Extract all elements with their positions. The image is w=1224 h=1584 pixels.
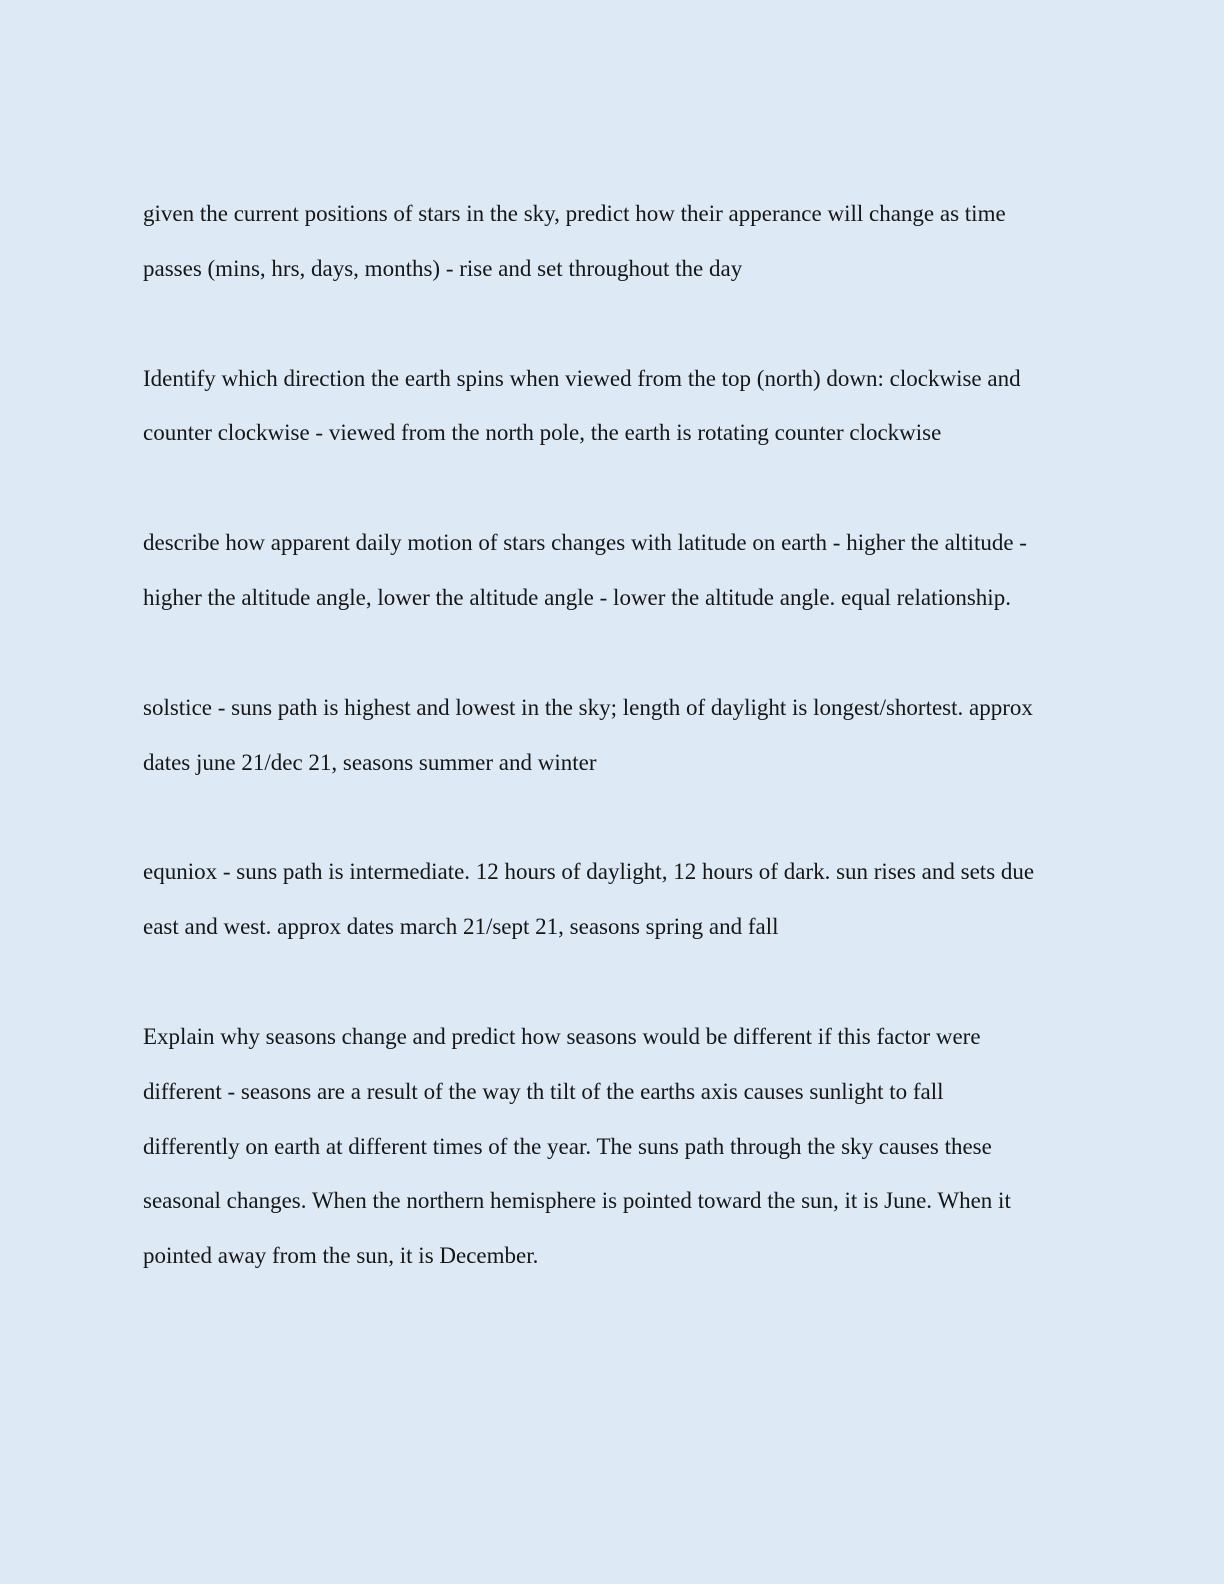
text-line: equniox - suns path is intermediate. 12 hours of daylight, 12 hours of dark. sun rises and sets due xyxy=(143,859,1035,885)
paragraph-star-positions xyxy=(143,187,1184,297)
text-line: counter clockwise - viewed from the north pole, the earth is rotating counter clockwise xyxy=(143,420,942,446)
text-line: given the current positions of stars in the sky, predict how their apperance will change as time xyxy=(143,201,1006,226)
paragraph-seasons-explanation xyxy=(143,1010,1184,1284)
paragraph-solstice xyxy=(143,681,1184,791)
text-line: east and west. approx dates march 21/sept 21, seasons spring and fall xyxy=(143,914,779,940)
text-line: Identify which direction the earth spins when viewed from the top (north) down: clockwise and xyxy=(143,365,1021,391)
text-line: different - seasons are a result of the way th tilt of the earths axis causes sunlight to fall xyxy=(143,1078,944,1104)
text-line: seasonal changes. When the northern hemisphere is pointed toward the sun, it is June. When it xyxy=(143,1188,1011,1214)
paragraph-equinox xyxy=(143,845,1184,955)
text-line: pointed away from the sun, it is December. xyxy=(143,1243,539,1269)
text-line: solstice - suns path is highest and lowest in the sky; length of daylight is longest/shortest. approx xyxy=(143,694,1033,720)
text-line: dates june 21/dec 21, seasons summer and winter xyxy=(143,749,597,775)
text-line: higher the altitude angle, lower the altitude angle - lower the altitude angle. equal relationship. xyxy=(143,584,1011,610)
paragraph-earth-spin-direction xyxy=(143,352,1184,462)
text-line: Explain why seasons change and predict how seasons would be different if this factor were xyxy=(143,1023,981,1049)
text-line: passes (mins, hrs, days, months) - rise and set throughout the day xyxy=(143,255,743,281)
paragraph-daily-motion-latitude xyxy=(143,516,1184,626)
text-line: describe how apparent daily motion of stars changes with latitude on earth - higher the altitude - xyxy=(143,530,1027,556)
text-line: differently on earth at different times of the year. The suns path through the sky causes these xyxy=(143,1133,992,1159)
